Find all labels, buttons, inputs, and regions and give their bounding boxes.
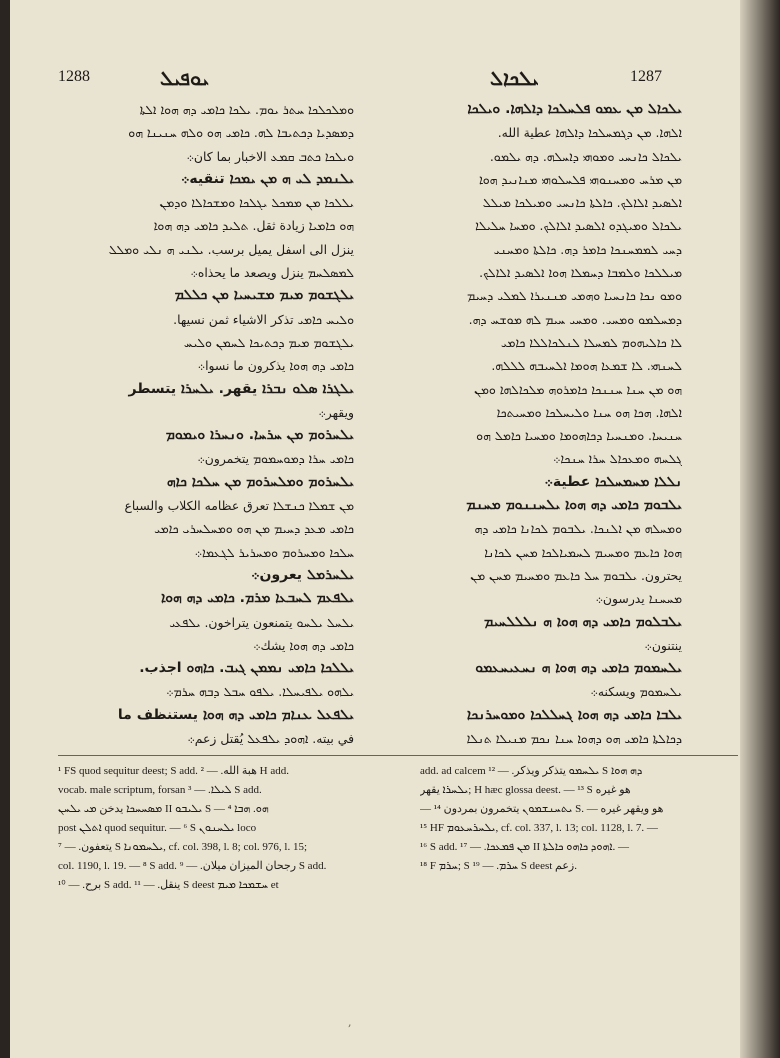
text-line: ܝܠܗܘ ܝܠܦܝܚܠܐ. ܝܠܦܘ ܚܒܠ ܕܒܗ ܚܪܡ܀ xyxy=(166,684,354,700)
text-line: ܕܡܚܠܡܘ ܘܡܚܝ. ܘܡܚܝ ܚܝܡ ܠܗ ܡܘܫܚ ܕܗ. xyxy=(468,311,682,327)
text-line: ܕܟܐܠܬܐ ܟܐܡܝ ܗܘ ܕܗܘܐ ܚܢܐ ܢܟܡ ܡܢܝܠܐ ܬܢܠܐ xyxy=(466,731,682,747)
text-line: يحترون. ܝܠܒܘܡ ܚܠ ܟܐܥܡ ܘܡܚܝܡ ܡܚܢ ܡܢ xyxy=(470,567,682,583)
entry-headword-line: ܝܠܚܪܘܡ ܘܡܠܚܪܘܡ ܡܢ ܚܠܟܐ ܟܐܗ xyxy=(166,473,354,490)
text-line: ܝܠܚܠ ܝܠܚܘ يتمنعون يتراخون. ܝܠܦܥܝ xyxy=(169,614,354,630)
footnotes-left xyxy=(58,762,376,895)
text-line: ܘܝܠܟܐ ܟܬܒ ܩܡܥ الاخبار بما كان܀ xyxy=(186,148,354,164)
text-line: ܟܐܡܝ ܕܗ ܗܘܐ يشك܀ xyxy=(253,637,354,653)
text-column-left xyxy=(54,98,354,750)
text-line: ܐܠܣܝܕ ܐܠܐܠܟ. ܟܐܠܬܐ ܟܐܢܚܝ ܘܡܝܠܟܐ ܡܝܠܠ xyxy=(482,195,682,211)
text-line: ينزل الى اسفل يميل برسب. ܝܠܢܝ ܗ ܢܠܝ ܘܡܠܠ xyxy=(108,241,354,257)
footnote-line: برح. — ¹⁰ S add. ينقل. — ¹¹ S deest ܚܫܡܟܐ ܡܝܡ et xyxy=(58,879,279,891)
text-line: ܘܡܠܟܠܟܐ ܚܬܪ ܝܘܡ. ܝܠܟܐ ܟܐܡܝ ܕܗ ܗܘܐ ܐܠܬܐ xyxy=(139,102,354,117)
text-line: ينتنون܀ xyxy=(644,637,682,653)
page-mark: , xyxy=(348,1016,352,1029)
entry-headword-line: ܢܠܠܐ ܡܚܡܚܠܟܐ عطية܀ xyxy=(544,473,682,490)
book-page-spread xyxy=(10,0,770,1058)
entry-headword-line: ܝܠܚܪܘܡ ܡܢ ܚܪܚܐ. ܘܢܚܪܐ ܘܝܡܘܡ xyxy=(165,427,354,444)
entry-headword-line: ܝܠܒܠܘܡ ܟܐܡܝ ܕܗ ܗܘܐ ܗ ܢܠܠܠܚܝܡ xyxy=(483,613,682,630)
text-line: ܟܐܡܝ ܚܪܐ ܕܡܘܚܡܘܡ يتخمرون܀ xyxy=(197,451,354,467)
text-line: ܚܢܝܚܐ. ܘܡܢܚܝܐ ܕܟܐܗܘܡܐ ܘܡܚܝܐ ܟܐܡܠ ܗܘ xyxy=(476,428,682,444)
text-line: ܗܘ ܟܐܡܝܐ زيادة ثقل. ܬܠܝܕ ܟܐܡܝ ܕܗ ܗܘܐ xyxy=(153,218,354,234)
footnote-divider xyxy=(58,755,738,756)
text-line: ܝܠܟܐܠ ܘܡܝܓܕܘ ܐܠܣܝܕ ܐܠܐܠܟ. ܘܡܚܐ ܚܠܝܠܐ xyxy=(475,218,682,234)
text-line: ܝܠܟܐܠ ܟܐܢܚܝ ܘܡܘܗܝ ܕܐܚܠܗ. ܕܗ ܝܠܡܘ. xyxy=(489,148,682,164)
text-line: ܝܠܠܟܐ ܡܢ ܡܡܟܠ ܝܓܠܟܐ ܘܡܫܟܐܠܐ ܘܕܡܢ xyxy=(159,195,354,211)
entry-headword-line: ܝܠܓܪܐ ܣܠܘ ܢܒܪܐ يقهر. ܝܠܚܪܐ يتسطر xyxy=(128,380,354,397)
text-line: ܕܚܝ ܠܡܡܚܢܟܐ ܟܐܡܪ ܕܗ. ܟܐܠܬܐ ܘܡܚܢܝ xyxy=(493,241,682,257)
entry-headword-line: ܝܠܢܡܕ ܠܝ ܗ ܡܢ ܝܡܟܐ تنقيه܀ xyxy=(180,170,354,187)
text-line: في بيته. ܐܗܘܕ ܝܠܦܥܠ يُقتل زعم܀ xyxy=(187,731,354,747)
text-line: ܠܡܣܠܚܡ ينزل ويصعد ما يحذاه܀ xyxy=(190,265,354,281)
text-line: ܓܠܚܗ ܘܡܥܟܐܠ ܚܪܐ ܚܢܟܐ܀ xyxy=(552,451,682,467)
entry-headword-line: ܝܠܚܪܡܠ يعرون܀ xyxy=(251,566,354,583)
text-line: ܟܐܡܝ ܕܗ ܗܘܐ يذكرون ما نسوا܀ xyxy=(197,358,354,374)
text-line: ܕܡܣܕܝܐ ܕܟܬܝܒܐ ܠܗ. ܟܐܡܝ ܗܘ ܘܠܗ ܚܢܝܢܐ ܗܘ xyxy=(128,125,354,141)
text-line: ܡܢ ܡܪܚ ܘܡܚܢܘܗܝ ܦܠܚܠܘܗܝ ܡܢܐܢܝܕ ܗܘܐ xyxy=(479,171,682,187)
entry-headword-line: ܝܠܟܐܠ ܡܢ ܥܡܘ ܦܠܚܠܟܐ ܕܐܠܗܐ. ܘܝܠܟܐ xyxy=(467,101,682,117)
footnote-line: ܡܣܚܚܟܐ يدخن ܡܝ ܝܠܚܢ II ܝܠܝܒܘ S — ⁴ ܗܘ. ܗܒܐ xyxy=(58,803,269,815)
text-line: ܠܚܢܗܝ. ܠܐ ܫܡܥܐ ܗܘܡܐ ܐܠܚܝܒܗ ܠܠܠܗ. xyxy=(491,358,682,374)
footnote-line: ¹⁵ HF ܝܠܚܪܚܥܘܡ, cf. col. 337, l. 13; col. 1128, l. 7. — xyxy=(420,822,658,834)
text-line: ܡܝܠܠܟܐ ܘܠܡܒܐ ܕܚܡܠܐ ܗܘܐ ܐܠܣܝܕ ܐܠܐܠܟ. xyxy=(479,265,682,281)
text-line: ܡܢ ܫܡܠܐ ܟܢܫܠܐ تعرق عظامه الكلاب والسباع xyxy=(124,498,354,514)
footnote-line: يتعفون. — ⁷ S ܝܠܚܡܘܢܐ, cf. col. 398, l. 8; col. 976, l. 15; xyxy=(58,841,308,853)
text-column-right xyxy=(382,98,682,750)
footnote-line: post ܐܬܠܢ quod sequitur. — ⁶ S ܝܠܚܢܘܢ loco xyxy=(58,822,257,834)
footnotes-right xyxy=(420,762,738,876)
page-number-right: 1287 xyxy=(630,68,662,85)
text-line: ܚܠܟܐ ܘܡܚܪܘܡ ܘܡܚܪܝܪ ܠܓܥܡܐ܀ xyxy=(194,544,354,560)
text-line: ܗܘܐ ܟܐܥܡ ܘܡܚܝܡ ܠܚܡܝܐܠܟܐ ܡܚܢ ܠܟܐܢܐ xyxy=(484,544,682,560)
footnote-line: ¹⁸ F ܚܪܡ; S ܚܪܡ. — ¹⁹ S deest زعم. xyxy=(420,860,577,872)
running-head-left: ܝܘܦܝܠ xyxy=(160,66,210,90)
footnote-line: — ܝܬܚܢܫܡܘܢ يتخمرون بمردون ¹⁴ S. — هو ويقهر غيره xyxy=(420,803,664,815)
footnote-line: ¹⁶ S add. ܡܢ ܦܡܥܟܐ. — ¹⁷ II ܐܗܘܕ ܟܐܗܘ ܟܐܠܬܐ. — xyxy=(420,841,629,853)
text-line: ܘܡܚܠܗ ܡܢ ܐܠܢܟܐ. ܝܠܒܘܡ ܠܟܐܢܐ ܟܐܡܝ ܕܗ xyxy=(474,521,682,537)
footnote-line: ܝܠܚܪܐ يقهر; H hæc glossa deest. — ¹³ S هو غيره xyxy=(420,784,631,796)
entry-headword-line: ܝܠܦܥܠ ܥܢܐܡ ܟܐܡܝ ܕܗ ܗܘܐ يستنظف ما xyxy=(117,706,354,723)
footnote-line: add. ad calcem ܝܠܚܡܘ يتذكر ويذكر. — ¹² S ܕܗ ܗܘܐ xyxy=(420,765,643,777)
text-line: ويقهر܀ xyxy=(318,404,354,420)
text-line: ܘܠܝܚ ܟܐܡܝ تذكر الاشياء ثمن نسيها. xyxy=(173,311,354,327)
entry-headword-line: ܝܠܠܟܐ ܟܐܡܝ ܢܡܡܢ ܓܝܒ. ܟܐܗܘ اجذب. xyxy=(139,660,354,677)
text-line: ܝܠܓܫܘܡ ܡܝܡ ܕܟܬܝܟܐ ܠܚܡܢ ܘܠܝܚ xyxy=(183,334,354,350)
entry-headword-line: ܝܠܦܥܡ ܠܚܒܥܐ ܡܪܡ. ܟܐܡܝ ܕܗ ܗܘܐ xyxy=(161,590,354,607)
text-line: ܘܡܘ ܢܟܐ ܟܐܢܚܝܐ ܘܗܡܝ ܡܢܢܝܪܐ ܠܡܠܝ ܕܚܝܡ xyxy=(467,288,682,304)
text-line: ܗܘ ܡܢ ܚܢܐ ܚܢܢܟܐ ܟܐܡܪܘܗ ܡܠܟܐܠܗܐ ܘܡܢ xyxy=(474,381,682,397)
text-line: ܐܠܗܐ. ܡܢ ܕܓܡܚܠܟܐ ܕܐܠܗܐ عطية الله. xyxy=(497,125,682,141)
text-line: ܡܚܚܢܐ يدرسون܀ xyxy=(595,591,682,607)
entry-headword-line: ܝܠܒܘܡ ܟܐܡܝ ܕܗ ܗܘܐ ܝܠܚܢܢܘܡ ܡܚܢܡ xyxy=(466,497,682,514)
footnote-line: ¹ FS quod sequitur deest; S add. هبة الله. — ² H add. xyxy=(58,765,289,777)
text-line: ܠܐ ܟܐܠܝܗܘܡ ܠܡܚܠܐ ܠܢܠܟܐܠܠܐ ܟܐܡܝ xyxy=(500,334,682,350)
footnote-line: col. 1190, l. 19. — ⁸ S add. رجحان الميزان ميلان. — ⁹ S add. xyxy=(58,860,327,872)
text-line: ܝܠܚܡܘܡ ويسكنه܀ xyxy=(590,684,682,700)
entry-headword-line: ܝܠܚܡܘܡ ܟܐܡܝ ܕܗ ܗܘܐ ܗ ܢܚܥܝܚܥܡܘ xyxy=(475,660,682,677)
entry-headword-line: ܝܠܒܐ ܟܐܡܝ ܕܗ ܗܘܐ ܓܚܠܠܟܐ ܘܡܘܚܪܢܟܐ xyxy=(466,706,682,723)
text-line: ܟܐܡܝ ܡܥܕ ܕܚܝܡ ܡܢ ܗܘ ܘܡܚܠܚܪܝ ܟܐܡܝ xyxy=(154,521,354,537)
running-head-right: ܝܠܟܐܠ xyxy=(490,66,539,90)
entry-headword-line: ܝܠܓܫܘܡ ܡܝܡ ܡܫܝܚܝܐ ܡܢ ܟܠܠܡ xyxy=(174,287,354,304)
page-number-left: 1288 xyxy=(58,68,90,85)
text-line: ܐܠܗܐ. ܗܟܐ ܗܘ ܚܢܐ ܘܠܝܚܠܟܐ ܘܡܚܝܬܟܐ xyxy=(496,404,682,420)
book-gutter xyxy=(740,0,780,1058)
footnote-line: vocab. male scriptum, forsan ܠܝܠܐ. — ³ S add. xyxy=(58,784,262,796)
